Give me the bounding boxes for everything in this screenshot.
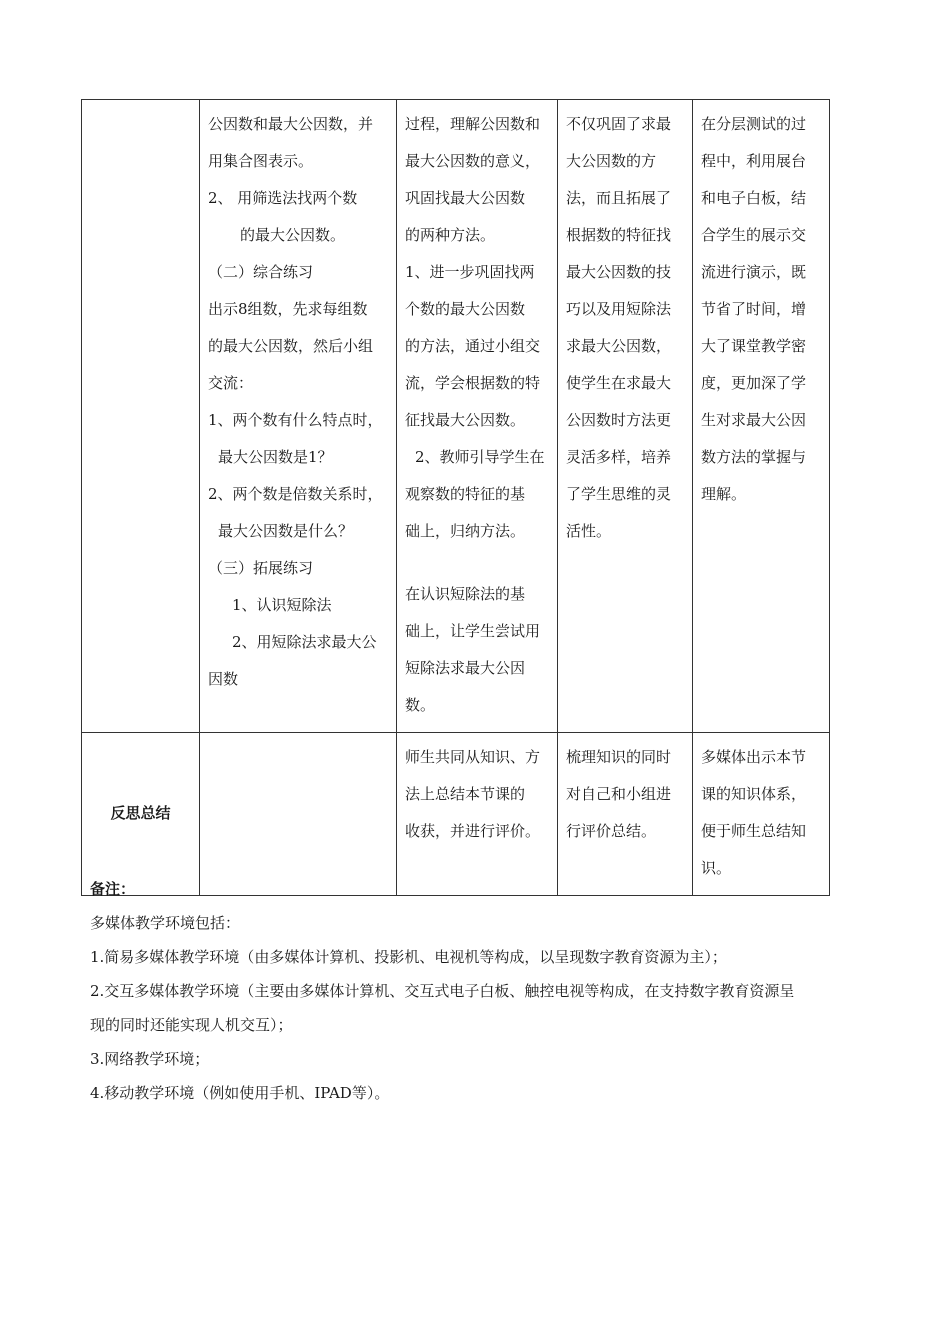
intent-line: 个数的最大公因数 (405, 300, 526, 318)
intent-line: 的两种方法。 (405, 226, 496, 244)
effect-line: 不仅巩固了求最 (566, 115, 672, 133)
effect-line: 巧以及用短除法 (566, 300, 672, 318)
content-line: 公因数和最大公因数，并 (208, 115, 374, 133)
content-line: 1、两个数有什么特点时， (208, 411, 383, 429)
notes-section (90, 872, 850, 1110)
notes-item: 2.交互多媒体教学环境（主要由多媒体计算机、交互式电子白板、触控电视等构成，在支持数字教育资源呈 (90, 982, 795, 1000)
reflection-media-line: 识。 (701, 859, 732, 877)
reflection-label: 反思总结 (82, 733, 200, 896)
teaching-content-cell (200, 100, 397, 733)
effect-line: 使学生在求最大 (566, 374, 672, 392)
content-line: 2、 用筛选法找两个数 (208, 189, 358, 207)
notes-item: 3.网络教学环境； (90, 1050, 210, 1068)
media-use-cell (693, 100, 830, 733)
media-line: 理解。 (701, 485, 747, 503)
reflection-intent-line: 法上总结本节课的 (405, 785, 526, 803)
intent-line: 础上，归纳方法。 (405, 522, 526, 540)
effect-line: 活性。 (566, 522, 612, 540)
intent-line: 观察数的特征的基 (405, 485, 526, 503)
reflection-media-line: 课的知识体系， (701, 785, 807, 803)
media-line: 生对求最大公因 (701, 411, 807, 429)
intent-line: 的方法，通过小组交 (405, 337, 541, 355)
notes-item: 1.简易多媒体教学环境（由多媒体计算机、投影机、电视机等构成，以呈现数字教育资源为主）； (90, 948, 727, 966)
effect-line: 了学生思维的灵 (566, 485, 672, 503)
intent-line: 础上，让学生尝试用 (405, 622, 541, 640)
media-line: 大了课堂教学密 (701, 337, 807, 355)
media-line: 度，更加深了学 (701, 374, 807, 392)
media-line: 数方法的掌握与 (701, 448, 807, 466)
media-line: 在分层测试的过 (701, 115, 807, 133)
intent-line: 巩固找最大公因数 (405, 189, 526, 207)
intent-line: 数。 (405, 696, 436, 714)
design-intent-cell (397, 100, 558, 733)
reflection-media-line: 多媒体出示本节 (701, 748, 807, 766)
notes-item: 4.移动教学环境（例如使用手机、IPAD等）。 (90, 1084, 390, 1102)
notes-item: 现的同时还能实现人机交互）； (90, 1016, 293, 1034)
content-line: 1、认识短除法 (232, 596, 332, 614)
notes-title: 备注： (90, 880, 136, 898)
effect-line: 最大公因数的技 (566, 263, 672, 281)
effect-line: 根据数的特征找 (566, 226, 672, 244)
intent-line: 过程，理解公因数和 (405, 115, 541, 133)
notes-intro: 多媒体教学环境包括： (90, 914, 241, 932)
effect-line: 法，而且拓展了 (566, 189, 672, 207)
intent-line: 2、教师引导学生在 (415, 448, 545, 466)
media-line: 节省了时间，增 (701, 300, 807, 318)
media-line: 合学生的展示交 (701, 226, 807, 244)
media-line: 和电子白板，结 (701, 189, 807, 207)
intent-line: 1、进一步巩固找两 (405, 263, 535, 281)
content-line: 的最大公因数。 (240, 226, 346, 244)
content-line: （二）综合练习 (208, 263, 314, 281)
content-line: （三）拓展练习 (208, 559, 314, 577)
effect-line: 求最大公因数， (566, 337, 672, 355)
media-line: 程中，利用展台 (701, 152, 807, 170)
reflection-media-line: 便于师生总结知 (701, 822, 807, 840)
intent-line: 最大公因数的意义， (405, 152, 541, 170)
effect-line: 灵活多样，培养 (566, 448, 672, 466)
lesson-plan-table (81, 99, 830, 896)
content-line: 最大公因数是1？ (218, 448, 333, 466)
reflection-effect-line: 行评价总结。 (566, 822, 657, 840)
content-line: 出示8组数，先求每组数 (208, 300, 368, 318)
reflection-effect-line: 对自己和小组进 (566, 785, 672, 803)
reflection-intent-line: 师生共同从知识、方 (405, 748, 541, 766)
intent-line: 征找最大公因数。 (405, 411, 526, 429)
content-line: 2、用短除法求最大公 (232, 633, 377, 651)
spacer (405, 550, 549, 576)
reflection-intent-line: 收获，并进行评价。 (405, 822, 541, 840)
effect-cell (558, 100, 693, 733)
content-line: 的最大公因数，然后小组 (208, 337, 374, 355)
effect-line: 公因数时方法更 (566, 411, 672, 429)
content-line: 用集合图表示。 (208, 152, 314, 170)
content-line: 最大公因数是什么？ (218, 522, 354, 540)
intent-line: 在认识短除法的基 (405, 585, 526, 603)
effect-line: 大公因数的方 (566, 152, 657, 170)
media-line: 流进行演示，既 (701, 263, 807, 281)
table-row-practice (82, 100, 830, 733)
intent-line: 流，学会根据数的特 (405, 374, 541, 392)
stage-label-cell (82, 100, 200, 733)
content-line: 2、两个数是倍数关系时， (208, 485, 383, 503)
content-line: 交流： (208, 374, 254, 392)
intent-line: 短除法求最大公因 (405, 659, 526, 677)
content-line: 因数 (208, 670, 239, 688)
reflection-effect-line: 梳理知识的同时 (566, 748, 672, 766)
